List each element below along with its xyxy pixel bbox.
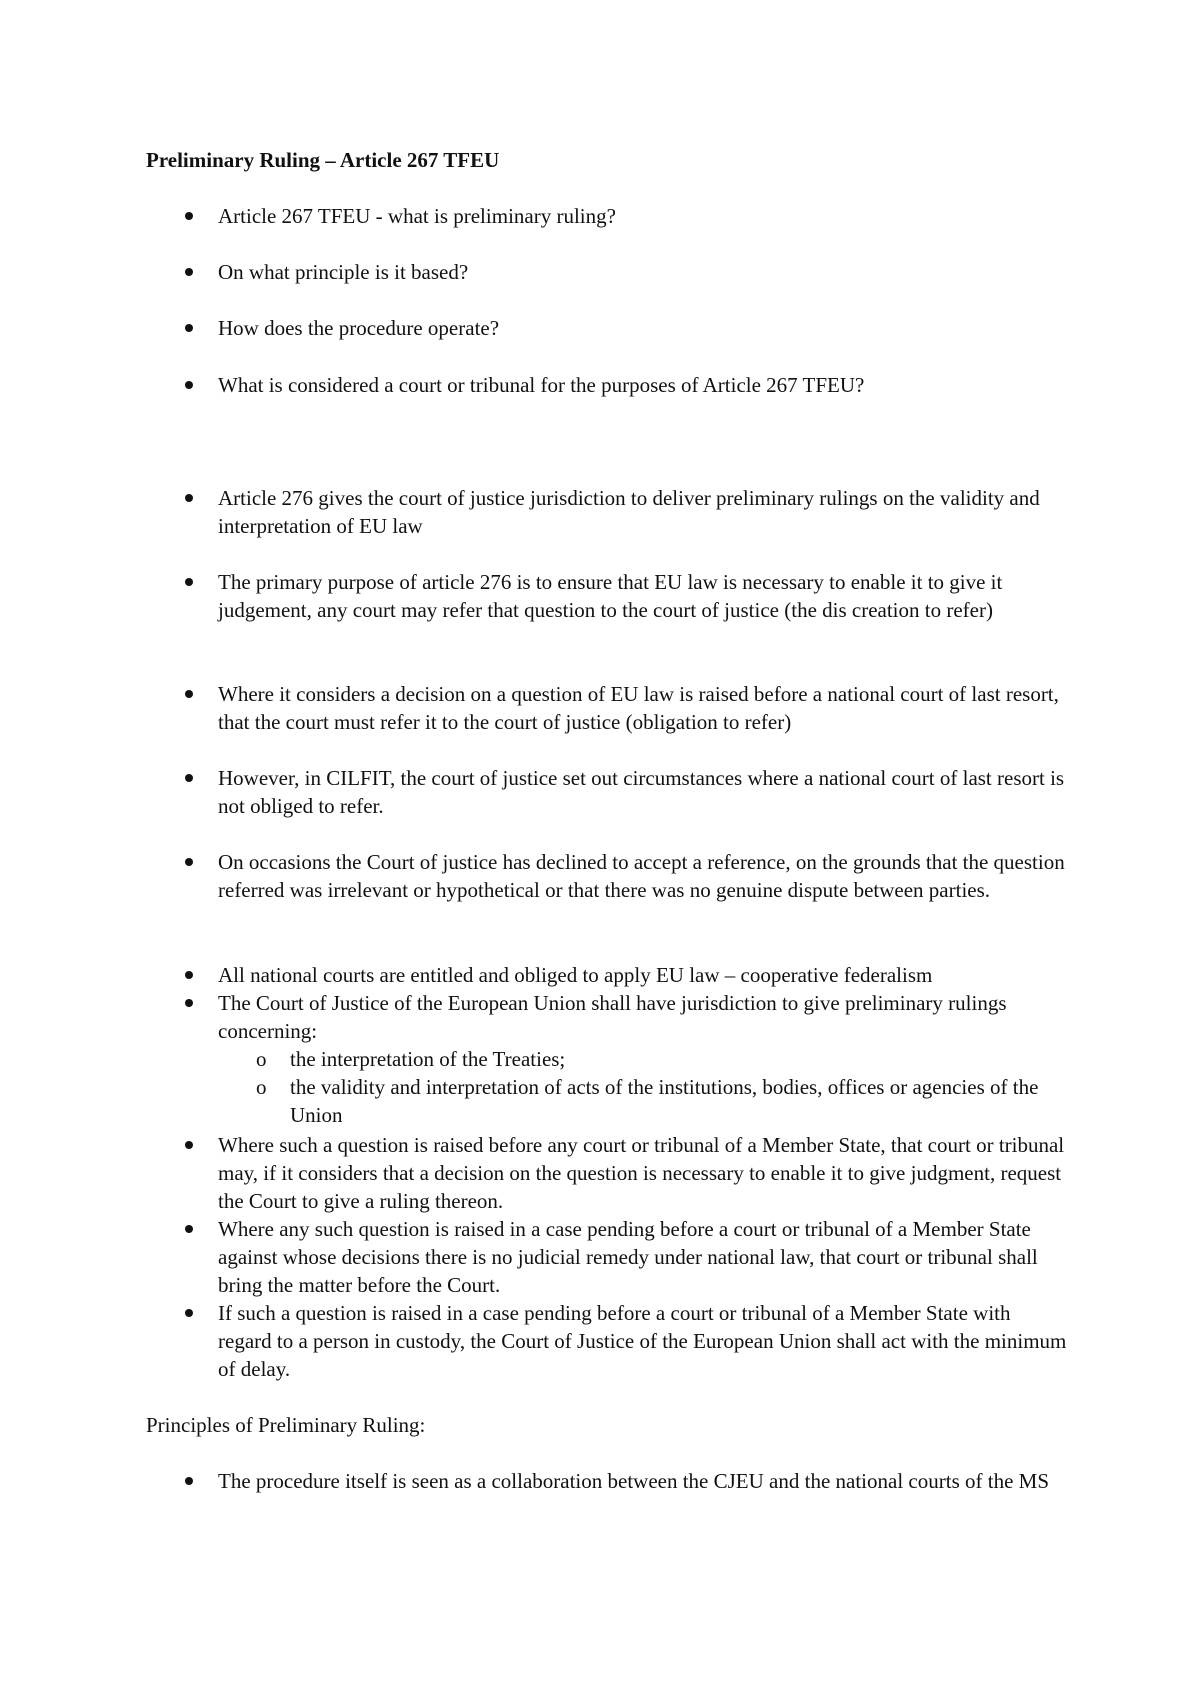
- list-item: The procedure itself is seen as a collaboration between the CJEU and the national courts of the MS: [218, 1467, 1068, 1495]
- sub-list-item-text: the interpretation of the Treaties;: [290, 1047, 566, 1071]
- list-item: Where it considers a decision on a question of EU law is raised before a national court of last resort, that the court must refer it to the court of justice (obligation to refer): [218, 680, 1068, 736]
- principles-heading: Principles of Preliminary Ruling:: [146, 1413, 426, 1437]
- list-item: However, in CILFIT, the court of justice set out circumstances where a national court of last resort is not obliged to refer.: [218, 764, 1068, 820]
- sub-list-item: [256, 1073, 1050, 1129]
- list-item: Article 276 gives the court of justice jurisdiction to deliver preliminary rulings on the validity and interpretation of EU law: [218, 484, 1068, 540]
- list-item: Article 267 TFEU - what is preliminary ruling?: [218, 202, 1068, 230]
- list-item: On occasions the Court of justice has declined to accept a reference, on the grounds that the question referred was irrelevant or hypothetical or that there was no genuine dispute between parties.: [218, 848, 1068, 904]
- list-item: The Court of Justice of the European Union shall have jurisdiction to give preliminary rulings concerning:: [218, 989, 1068, 1045]
- list-item: Where such a question is raised before any court or tribunal of a Member State, that court or tribunal may, if it considers that a decision on the question is necessary to enable it to give judgment, request the Court to give a ruling thereon.: [218, 1131, 1068, 1215]
- sub-bullet-marker: o: [256, 1075, 267, 1099]
- list-item: Where any such question is raised in a case pending before a court or tribunal of a Member State against whose decisions there is no judicial remedy under national law, that court or tribunal shall bring the matter before the Court.: [218, 1215, 1068, 1299]
- list-item: All national courts are entitled and obliged to apply EU law – cooperative federalism: [218, 961, 1068, 989]
- list-item: How does the procedure operate?: [218, 314, 1068, 342]
- sub-list-item: [256, 1045, 1050, 1073]
- document-title: Preliminary Ruling – Article 267 TFEU: [146, 148, 500, 172]
- list-item: On what principle is it based?: [218, 258, 1068, 286]
- sub-bullet-marker: o: [256, 1047, 267, 1071]
- list-item: The primary purpose of article 276 is to ensure that EU law is necessary to enable it to give it judgement, any court may refer that question to the court of justice (the dis creation to refer): [218, 568, 1068, 624]
- list-item: If such a question is raised in a case pending before a court or tribunal of a Member State with regard to a person in custody, the Court of Justice of the European Union shall act with the minimum of delay.: [218, 1301, 1067, 1381]
- list-item: What is considered a court or tribunal for the purposes of Article 267 TFEU?: [218, 371, 1068, 399]
- sub-list-item-text: the validity and interpretation of acts of the institutions, bodies, offices or agencies of the Union: [290, 1075, 1039, 1127]
